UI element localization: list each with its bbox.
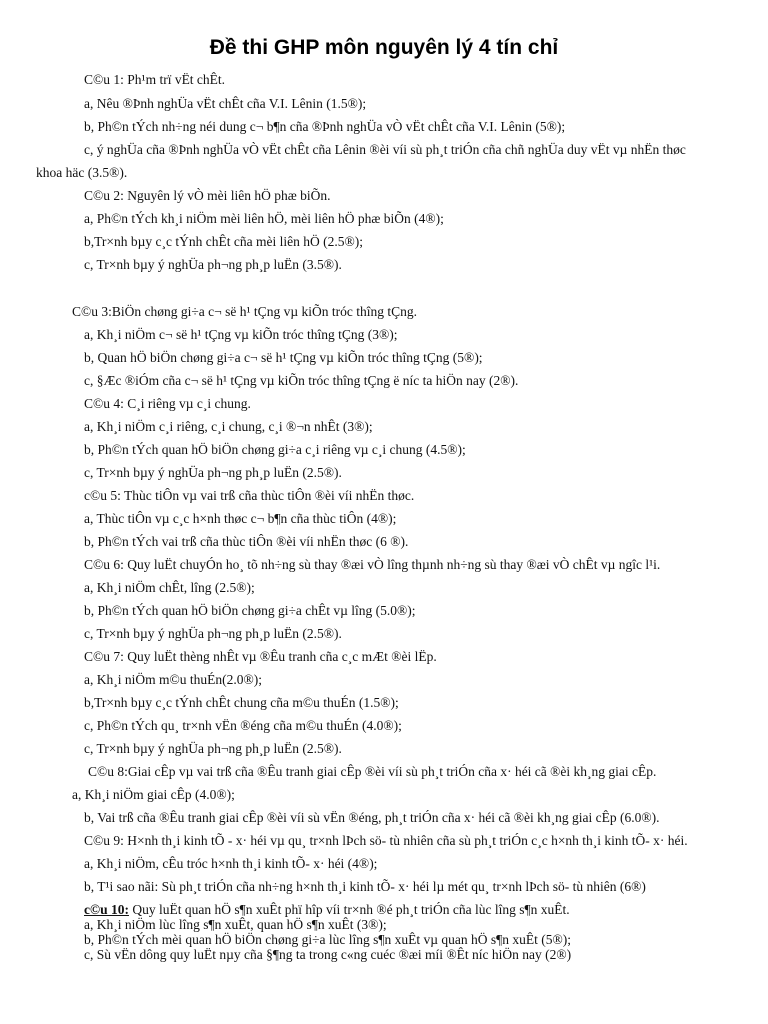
question-5-item-a: a, Thùc tiÔn vµ c¸c h×nh thøc c¬ b¶n cña thùc tiÔn (4®); [84,511,397,526]
question-4-item-c: c, Tr×nh bµy ý nghÜa ph¬ng ph¸p luËn (2.5®). [84,465,342,480]
question-7-item-c-2: c, Tr×nh bµy ý nghÜa ph¬ng ph¸p luËn (2.5®). [84,741,342,756]
question-3-item-b: b, Quan hÖ biÖn chøng gi÷a c¬ së h¹ tÇng vµ kiÕn tróc thîng tÇng (5®); [84,350,483,365]
question-3-item-c: c, §Æc ®iÓm cña c¬ së h¹ tÇng vµ kiÕn tróc thîng tÇng ë níc ta hiÖn nay (2®). [84,373,519,388]
question-2-heading: C©u 2: Nguyên lý vÒ mèi liên hÖ phæ biÕn. [84,188,331,203]
question-9-item-a: a, Kh¸i niÖm, cÊu tróc h×nh th¸i kinh tÕ- x· héi (4®); [84,856,378,871]
question-1-item-c-continued: khoa häc (3.5®). [36,165,128,180]
question-1-item-c: c, ý nghÜa cña ®Þnh nghÜa vÒ vËt chÊt cña Lênin ®èi víi sù ph¸t triÓn cña chñ nghÜa duy vËt vµ nhËn thøc [84,142,686,157]
question-6-heading: C©u 6: Quy luËt chuyÓn ho¸ tõ nh÷ng sù thay ®æi vÒ lîng thµnh nh÷ng sù thay ®æi vÒ chÊt vµ ngîc l¹i. [84,557,661,572]
question-10-item-c: c, Sù vËn dông quy luËt nµy cña §¶ng ta trong c«ng cuéc ®æi míi ®Êt níc hiÖn nay (2®) [84,947,572,962]
document-title: Đề thi GHP môn nguyên lý 4 tín chỉ [209,36,559,59]
question-2-item-b: b,Tr×nh bµy c¸c tÝnh chÊt cña mèi liên hÖ (2.5®); [84,234,363,249]
question-7-item-c: c, Ph©n tÝch qu¸ tr×nh vËn ®éng cña m©u thuÉn (4.0®); [84,718,402,733]
question-10-text: Quy luËt quan hÖ s¶n xuÊt phï hîp víi tr×nh ®é ph¸t triÓn cña lùc lîng s¶n xuÊt. [128,902,570,917]
question-9-item-b: b, T¹i sao nãi: Sù ph¸t triÓn cña nh÷ng h×nh th¸i kinh tÕ- x· héi lµ mét qu¸ tr×nh lÞch sö- tù nhiên (6®) [84,879,646,894]
question-10-item-a: a, Kh¸i niÖm lùc lîng s¶n xuÊt, quan hÖ s¶n xuÊt (3®); [84,917,387,932]
question-10-label: c©u 10: [84,902,129,917]
question-1-item-b: b, Ph©n tÝch nh÷ng néi dung c¬ b¶n cña ®Þnh nghÜa vÒ vËt chÊt cña V.I. Lênin (5®); [84,119,566,134]
question-6-item-c: c, Tr×nh bµy ý nghÜa ph¬ng ph¸p luËn (2.5®). [84,626,342,641]
question-4-item-a: a, Kh¸i niÖm c¸i riêng, c¸i chung, c¸i ®¬n nhÊt (3®); [84,419,373,434]
question-7-heading: C©u 7: Quy luËt thèng nhÊt vµ ®Êu tranh cña c¸c mÆt ®èi lËp. [84,649,437,664]
question-4-heading: C©u 4: C¸i riêng vµ c¸i chung. [84,396,251,411]
question-5-item-b: b, Ph©n tÝch vai trß cña thùc tiÔn ®èi víi nhËn thøc (6 ®). [84,534,409,549]
question-10-item-b: b, Ph©n tÝch mèi quan hÖ biÖn chøng gi÷a lùc lîng s¶n xuÊt vµ quan hÖ s¶n xuÊt (5®); [84,932,572,947]
question-3-heading: C©u 3:BiÖn chøng gi÷a c¬ së h¹ tÇng vµ kiÕn tróc thîng tÇng. [72,304,417,319]
question-10-heading [84,902,570,918]
question-4-item-b: b, Ph©n tÝch quan hÖ biÖn chøng gi÷a c¸i riêng vµ c¸i chung (4.5®); [84,442,466,457]
question-6-item-b: b, Ph©n tÝch quan hÖ biÖn chøng gi÷a chÊt vµ lîng (5.0®); [84,603,416,618]
question-7-item-a: a, Kh¸i niÖm m©u thuÉn(2.0®); [84,672,262,687]
question-3-item-a: a, Kh¸i niÖm c¬ së h¹ tÇng vµ kiÕn tróc thîng tÇng (3®); [84,327,398,342]
question-8-heading: C©u 8:Giai cÊp vµ vai trß cña ®Êu tranh giai cÊp ®èi víi sù ph¸t triÓn cña x· héi cã ®èi kh¸ng giai cÊp. [88,764,657,779]
question-8-item-a: a, Kh¸i niÖm giai cÊp (4.0®); [72,787,235,802]
question-7-item-b: b,Tr×nh bµy c¸c tÝnh chÊt chung cña m©u thuÉn (1.5®); [84,695,399,710]
question-6-item-a: a, Kh¸i niÖm chÊt, lîng (2.5®); [84,580,255,595]
question-1-heading: C©u 1: Ph¹m trï vËt chÊt. [84,72,226,87]
question-2-item-a: a, Ph©n tÝch kh¸i niÖm mèi liên hÖ, mèi liên hÖ phæ biÕn (4®); [84,211,444,226]
question-2-item-c: c, Tr×nh bµy ý nghÜa ph¬ng ph¸p luËn (3.5®). [84,257,342,272]
question-9-heading: C©u 9: H×nh th¸i kinh tÕ - x· héi vµ qu¸ tr×nh lÞch sö- tù nhiên cña sù ph¸t triÓn c¸c h×nh th¸i kinh tÕ- x· héi. [84,833,688,848]
question-8-item-b: b, Vai trß cña ®Êu tranh giai cÊp ®èi víi sù vËn ®éng, ph¸t triÓn cña x· héi cã ®èi kh¸ng giai cÊp (6.0®). [84,810,660,825]
question-5-heading: c©u 5: Thùc tiÔn vµ vai trß cña thùc tiÔn ®èi víi nhËn thøc. [84,488,415,503]
question-1-item-a: a, Nêu ®Þnh nghÜa vËt chÊt cña V.I. Lênin (1.5®); [84,96,367,111]
